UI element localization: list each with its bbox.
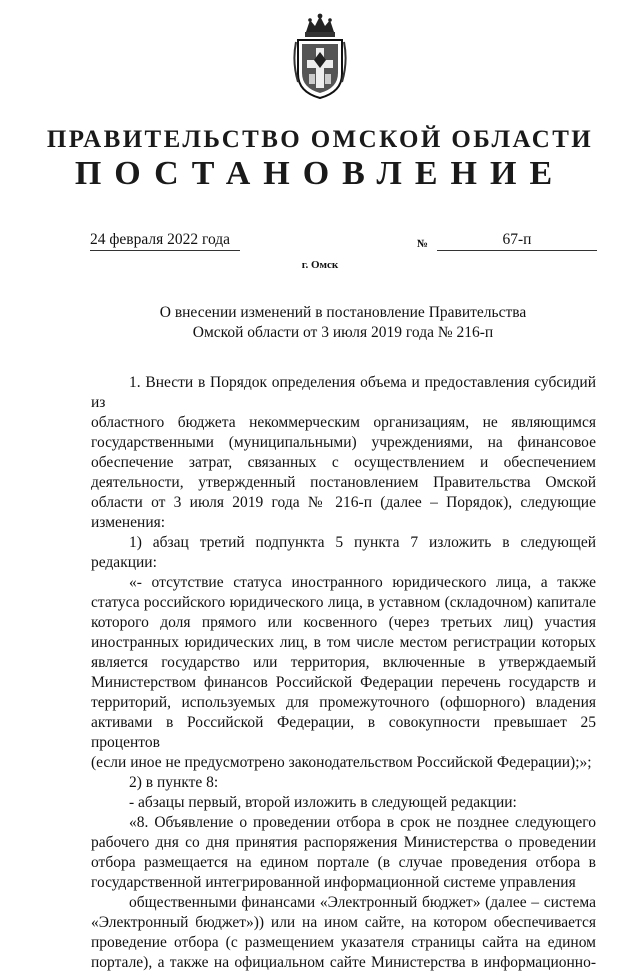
body-line: «Электронный бюджет»)) или на ином сайте, на котором обеспечивается	[91, 914, 596, 931]
body-line: государственными (муниципальными) учреждениями, на финансовое	[91, 434, 596, 451]
body-line: отбора размещается на едином портале (в случае проведения отбора в	[91, 854, 596, 871]
body-line: является государство или территория, включенные в утверждаемый	[91, 654, 596, 671]
document-date: 24 февраля 2022 года	[90, 230, 240, 251]
body-line: проведение отбора (с размещением указателя страницы сайта на едином	[91, 934, 596, 951]
organization-title: ПРАВИТЕЛЬСТВО ОМСКОЙ ОБЛАСТИ	[46, 126, 594, 153]
body-line: изменения:	[91, 514, 166, 531]
body-line: территорий, используемых для промежуточного (офшорного) владения	[91, 694, 596, 711]
body-line: которого доля прямого или косвенного (через третьих лиц) участия	[91, 614, 596, 631]
document-number: 67-п	[437, 230, 597, 251]
body-line: активами в Российской Федерации, в совокупности превышает 25 процентов	[91, 714, 596, 751]
body-line: «- отсутствие статуса иностранного юридического лица, а также	[129, 574, 596, 591]
city-label: г. Омск	[301, 259, 339, 271]
body-line: Министерством финансов Российской Федерации перечень государств и	[91, 674, 596, 691]
body-line: иностранных юридических лиц, в том числе местом регистрации которых	[91, 634, 596, 651]
body-line: статуса российского юридического лица, в уставном (складочном) капитале	[91, 594, 596, 611]
coat-of-arms-icon	[292, 12, 348, 100]
body-line: 2) в пункте 8:	[129, 774, 219, 791]
number-label: №	[417, 238, 429, 250]
body-line: (если иное не предусмотрено законодательством Российской Федерации);»;	[91, 754, 592, 771]
body-line: областного бюджета некоммерческим организациям, не являющимся	[91, 414, 596, 431]
document-subject	[0, 303, 640, 343]
body-line: обеспечение затрат, связанных с осуществлением и обеспечением	[91, 454, 596, 471]
body-line: государственной интегрированной информационной системе управления	[91, 874, 576, 891]
body-line: 1) абзац третий подпункта 5 пункта 7 изложить в следующей редакции:	[91, 534, 596, 571]
body-line: - абзацы первый, второй изложить в следующей редакции:	[129, 794, 517, 811]
subject-line: Омской области от 3 июля 2019 года № 216-п	[192, 324, 494, 341]
body-line: общественными финансами «Электронный бюджет» (далее – система	[129, 894, 596, 911]
subject-line: О внесении изменений в постановление Правительства	[159, 304, 527, 321]
body-line: рабочего дня со дня принятия распоряжения Министерства о проведении	[91, 834, 596, 851]
body-line: 1. Внести в Порядок определения объема и предоставления субсидий из	[91, 374, 596, 411]
document-body	[91, 373, 596, 973]
body-line: деятельности, утвержденный постановлением Правительства Омской	[91, 474, 596, 491]
body-line: портале), а также на официальном сайте Министерства в информационно-	[91, 954, 596, 971]
body-line: «8. Объявление о проведении отбора в срок не позднее следующего	[129, 814, 596, 831]
body-line: области от 3 июля 2019 года № 216-п (далее – Порядок), следующие	[91, 494, 596, 511]
document-type-title: ПОСТАНОВЛЕНИЕ	[74, 155, 566, 192]
